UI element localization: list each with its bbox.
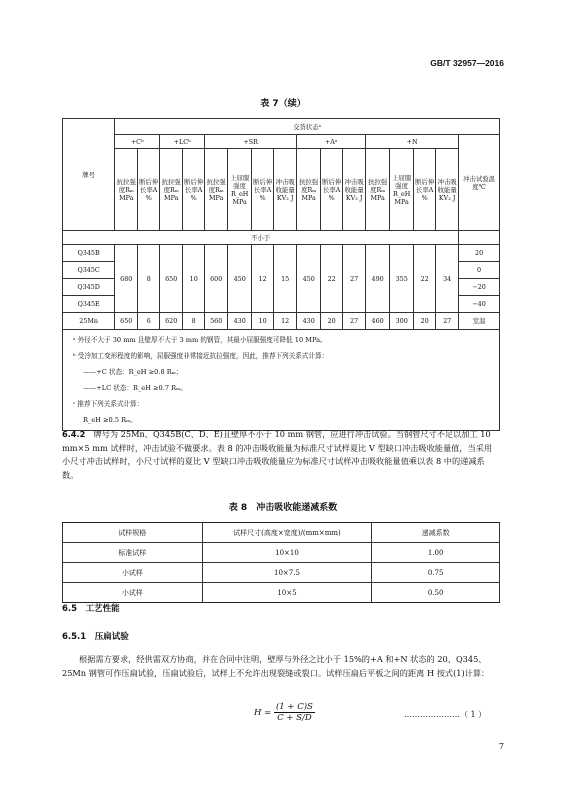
cell: 标准试样 [63, 543, 203, 563]
table8-header: 递减系数 [372, 523, 500, 543]
table7-title: 表 7（续） [260, 99, 306, 109]
table-8 [62, 522, 500, 603]
col-brand: 牌号 [63, 119, 115, 231]
value-cell: 34 [436, 245, 459, 313]
state-a: +Aᵃ [297, 135, 366, 149]
cell: 小试样 [63, 583, 203, 603]
note-b1: ——+C 状态：R_eH ≥0.8 Rₘ； [83, 368, 183, 376]
brand-cell: Q345D [63, 279, 115, 296]
cell: 10×5 [202, 583, 372, 603]
value-cell: 560 [205, 313, 228, 330]
col-tensile: 抗拉强度Rₘ MPa [297, 149, 321, 231]
value-cell: 650 [115, 313, 138, 330]
col-tensile: 抗拉强度Rₘ MPa [115, 149, 138, 231]
state-lc: +LCᵇ [160, 135, 205, 149]
formula-numerator: (1 + C)S [275, 702, 313, 712]
section-6-5 [62, 602, 120, 614]
value-cell: 450 [228, 245, 252, 313]
formula-lhs: H = [254, 708, 272, 718]
section-6-5-1 [62, 630, 129, 642]
min-label: 不小于 [63, 231, 459, 245]
row-25mn [63, 313, 500, 330]
table8-header: 试样规格 [63, 523, 203, 543]
col-yield: 上屈服强度R_eH MPa [228, 149, 252, 231]
formula-tag: …………………（ 1 ） [404, 710, 487, 719]
cell: 小试样 [63, 563, 203, 583]
value-cell: 8 [183, 313, 205, 330]
col-elong: 断后伸长率A % [252, 149, 274, 231]
brand-cell: Q345E [63, 296, 115, 313]
section-number: 6.5.1 [62, 632, 87, 642]
temp-cell: 20 [459, 245, 500, 262]
clause-number: 6.4.2 [62, 429, 86, 439]
col-elong: 断后伸长率A % [138, 149, 160, 231]
value-cell: 460 [366, 313, 390, 330]
value-cell: 300 [390, 313, 414, 330]
value-cell: 20 [321, 313, 343, 330]
cell: 0.50 [372, 583, 500, 603]
value-cell: 22 [321, 245, 343, 313]
table-row [63, 543, 500, 563]
value-cell: 27 [343, 245, 366, 313]
value-cell: 6 [138, 313, 160, 330]
state-sr: +SR [205, 135, 297, 149]
value-cell: 450 [297, 245, 321, 313]
col-elong: 断后伸长率A % [183, 149, 205, 231]
brand-cell: 25Mn [63, 313, 115, 330]
col-impact: 冲击吸收能量KV₂ J [436, 149, 459, 231]
table8-header: 试样尺寸(高度×宽度)/(mm×mm) [202, 523, 372, 543]
brand-cell: Q345B [63, 245, 115, 262]
value-cell: 600 [205, 245, 228, 313]
section-number: 6.5 [62, 604, 78, 614]
paragraph-6-4-2 [62, 428, 500, 482]
note-a: ᵃ 外径不大于 30 mm 且壁厚不大于 3 mm 的钢管，其最小屈服强度可降低 10 MPa。 [73, 336, 327, 344]
table-row [63, 563, 500, 583]
temp-cell: 室温 [459, 313, 500, 330]
clause-text: 牌号为 25Mn、Q345B(C、D、E)且壁厚不小于 10 mm 钢管，应进行冲击试验。当钢管尺寸不足以加工 10 mm×5 mm 试样时，冲击试验不做要求。表 8 的冲击吸收能量为标准尺寸试样夏比 V 型缺口冲击吸收能量值，当采用小尺寸冲击试样时，小尺寸试样的夏比 V 型缺口冲击吸收能量应为标准尺寸试样冲击吸收能量值乘以表 8 中的递减系数。 [62, 429, 493, 480]
value-cell: 430 [297, 313, 321, 330]
delivery-state-header: 交货状态ᵃ [115, 119, 500, 135]
standard-number: GB/T 32957—2016 [430, 58, 504, 68]
value-cell: 355 [390, 245, 414, 313]
value-cell: 430 [228, 313, 252, 330]
col-impact-temp: 冲击试验温度℃ [459, 135, 500, 231]
temp-cell: 0 [459, 262, 500, 279]
cell: 1.00 [372, 543, 500, 563]
note-c1: R_eH ≥0.5 Rₘ。 [83, 416, 137, 424]
section-title: 工艺性能 [85, 604, 120, 614]
cell: 10×10 [202, 543, 372, 563]
temp-cell: −20 [459, 279, 500, 296]
brand-cell: Q345C [63, 262, 115, 279]
col-tensile: 抗拉强度Rₘ MPa [205, 149, 228, 231]
col-tensile: 抗拉强度Rₘ MPa [160, 149, 183, 231]
temp-cell: −40 [459, 296, 500, 313]
cell: 10×7.5 [202, 563, 372, 583]
value-cell: 620 [160, 313, 183, 330]
paragraph-6-5-1: 根据需方要求，经供需双方协商，并在合同中注明，壁厚与外径之比小于 15%的+A 和+N 状态的 20、Q345、25Mn 钢管可作压扁试验，压扁试验后，试样上不允许出现裂缝或裂口。试样压扁后平板之间的距离 H 按式(1)计算： [62, 654, 490, 678]
note-b2: ——+LC 状态：R_eH ≥0.7 Rₘ。 [83, 384, 187, 392]
table7-notes [63, 330, 500, 431]
col-impact: 冲击吸收能量KV₂ J [274, 149, 297, 231]
formula-fraction [274, 702, 315, 723]
formula-1 [254, 702, 315, 723]
col-elong: 断后伸长率A % [414, 149, 436, 231]
value-cell: 12 [252, 245, 274, 313]
value-cell: 680 [115, 245, 138, 313]
col-tensile: 抗拉强度Rₘ MPa [366, 149, 390, 231]
value-cell: 15 [274, 245, 297, 313]
value-cell: 22 [414, 245, 436, 313]
formula-denominator: C + S/D [277, 713, 312, 723]
value-cell: 27 [343, 313, 366, 330]
state-c: +Cᵇ [115, 135, 160, 149]
note-c: ᶜ 推荐下列关系式计算： [73, 400, 144, 408]
value-cell: 490 [366, 245, 390, 313]
note-b: ᵇ 受冷加工变形程度的影响，屈服强度非常接近抗拉强度，因此，推荐下列关系式计算： [73, 352, 329, 360]
value-cell: 8 [138, 245, 160, 313]
col-elong: 断后伸长率A % [321, 149, 343, 231]
table-row [63, 583, 500, 603]
state-n: +N [366, 135, 459, 149]
section-title: 压扁试验 [94, 632, 129, 642]
value-cell: 650 [160, 245, 183, 313]
table-7 [62, 118, 500, 431]
col-impact: 冲击吸收能量KV₂ J [343, 149, 366, 231]
table8-title: 表 8 冲击吸收能递减系数 [228, 503, 338, 513]
col-yield: 上屈服强度R_eH MPa [390, 149, 414, 231]
value-cell: 27 [436, 313, 459, 330]
value-cell: 20 [414, 313, 436, 330]
cell: 0.75 [372, 563, 500, 583]
page-number: 7 [498, 742, 504, 751]
value-cell: 10 [183, 245, 205, 313]
value-cell: 10 [252, 313, 274, 330]
value-cell: 12 [274, 313, 297, 330]
